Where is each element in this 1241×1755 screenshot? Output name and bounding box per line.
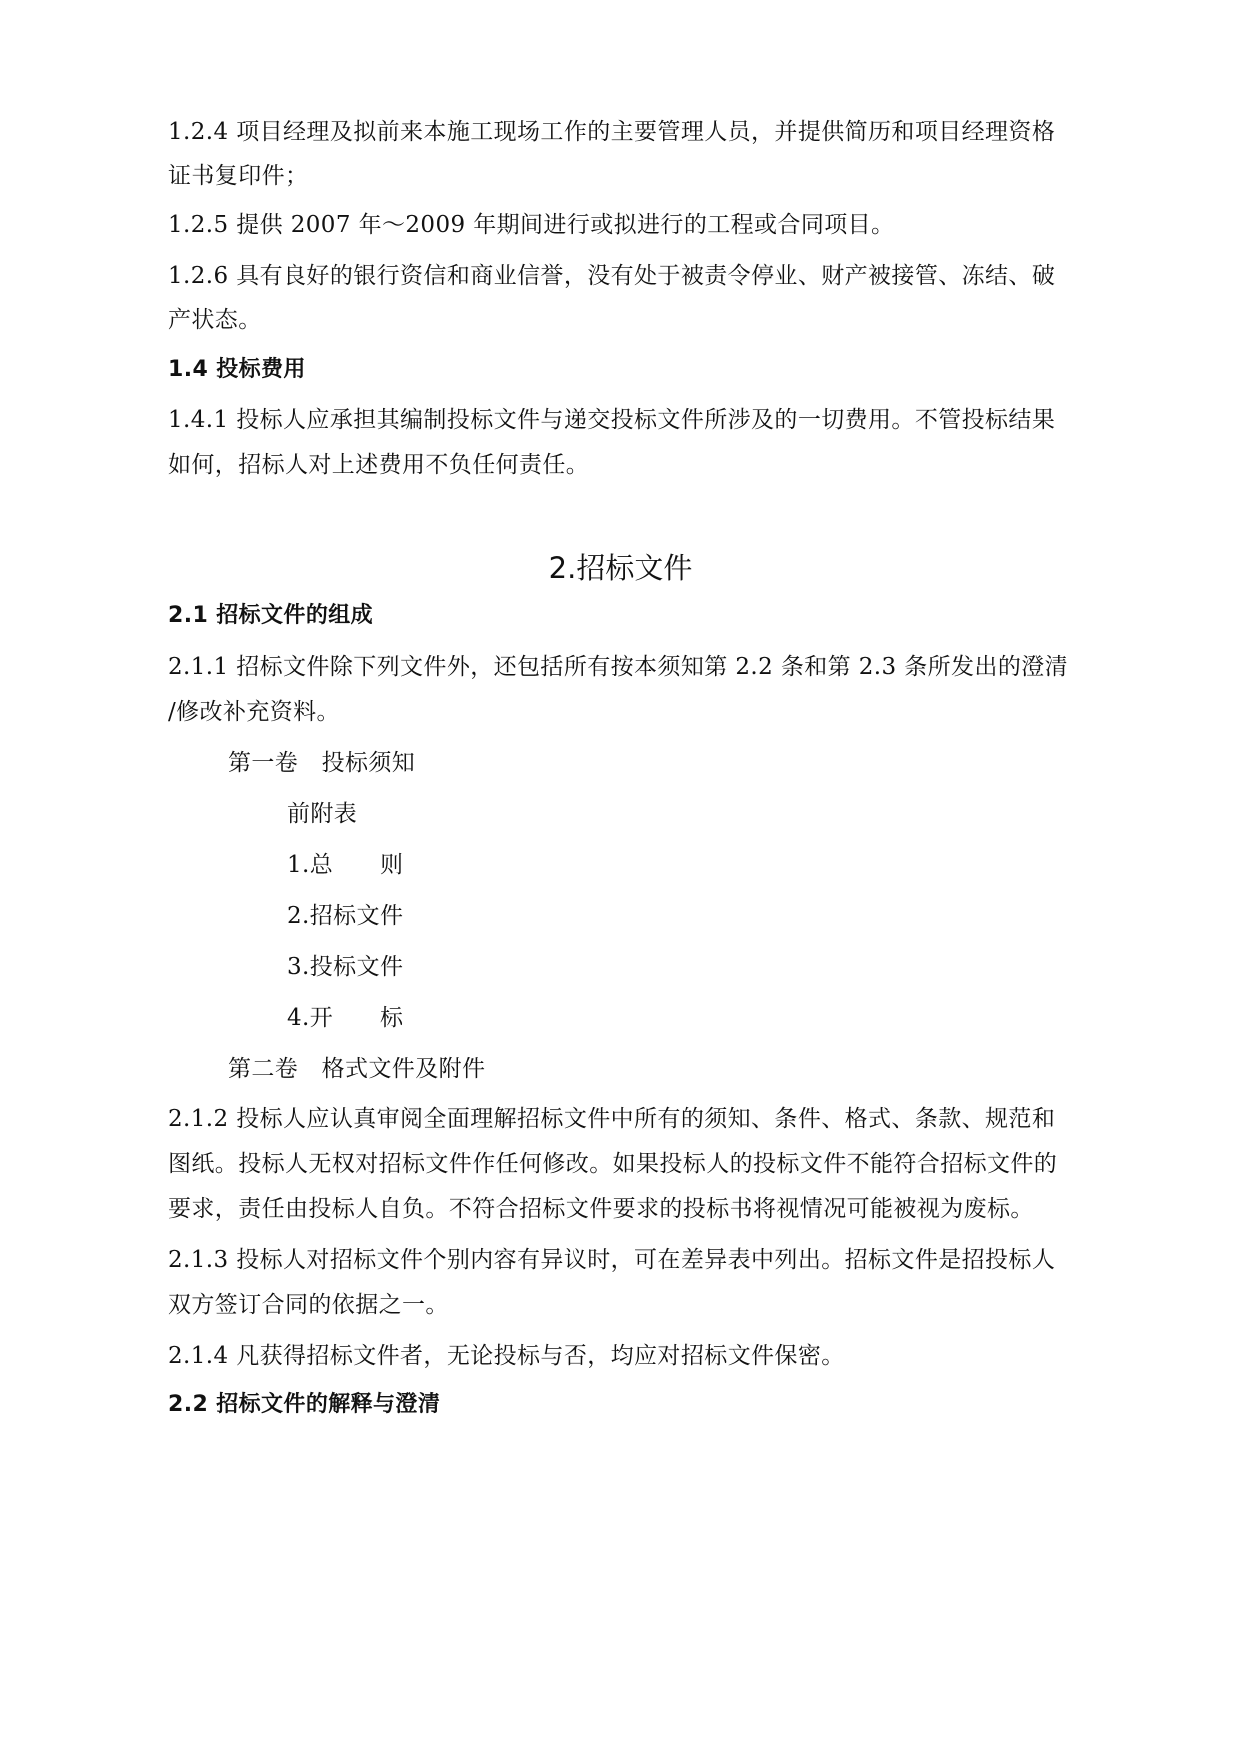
volume-1-item: 3.投标文件 — [287, 954, 404, 980]
volume-1-item: 1.总 则 — [287, 852, 404, 878]
paragraph-1-4-1-line-2: 如何，招标人对上述费用不负任何责任。 — [168, 452, 590, 478]
section-2-title: 2.招标文件 — [548, 551, 693, 585]
volume-1-label: 第一卷 投标须知 — [228, 750, 416, 776]
paragraph-2-1-2-line-1: 2.1.2 投标人应认真审阅全面理解招标文件中所有的须知、条件、格式、条款、规范和 — [168, 1106, 1056, 1132]
volume-2-label: 第二卷 格式文件及附件 — [228, 1056, 486, 1082]
paragraph-2-1-3-line-2: 双方签订合同的依据之一。 — [168, 1292, 449, 1318]
heading-2-2: 2.2 招标文件的解释与澄清 — [168, 1392, 441, 1417]
paragraph-1-2-6-line-2: 产状态。 — [168, 307, 262, 333]
paragraph-2-1-1-line-2: /修改补充资料。 — [168, 699, 340, 725]
paragraph-2-1-1-line-1: 2.1.1 招标文件除下列文件外，还包括所有按本须知第 2.2 条和第 2.3 条所发出的澄清 — [168, 654, 1069, 680]
paragraph-2-1-2-line-2: 图纸。投标人无权对招标文件作任何修改。如果投标人的投标文件不能符合招标文件的 — [168, 1151, 1058, 1177]
volume-1-item: 4.开 标 — [287, 1005, 404, 1031]
heading-1-4: 1.4 投标费用 — [168, 357, 306, 382]
volume-1-item: 前附表 — [287, 801, 358, 827]
paragraph-1-2-4-line-1: 1.2.4 项目经理及拟前来本施工现场工作的主要管理人员，并提供简历和项目经理资格 — [168, 119, 1056, 145]
paragraph-2-1-3-line-1: 2.1.3 投标人对招标文件个别内容有异议时，可在差异表中列出。招标文件是招投标人 — [168, 1247, 1056, 1273]
paragraph-1-2-4-line-2: 证书复印件； — [168, 163, 309, 189]
paragraph-1-4-1-line-1: 1.4.1 投标人应承担其编制投标文件与递交投标文件所涉及的一切费用。不管投标结果 — [168, 407, 1056, 433]
heading-2-1: 2.1 招标文件的组成 — [168, 603, 374, 628]
paragraph-1-2-6-line-1: 1.2.6 具有良好的银行资信和商业信誉，没有处于被责令停业、财产被接管、冻结、破 — [168, 263, 1056, 289]
paragraph-1-2-5: 1.2.5 提供 2007 年～2009 年期间进行或拟进行的工程或合同项目。 — [168, 212, 895, 238]
paragraph-2-1-2-line-3: 要求，责任由投标人自负。不符合招标文件要求的投标书将视情况可能被视为废标。 — [168, 1196, 1034, 1222]
paragraph-2-1-4: 2.1.4 凡获得招标文件者，无论投标与否，均应对招标文件保密。 — [168, 1343, 845, 1369]
volume-1-item: 2.招标文件 — [287, 903, 404, 929]
